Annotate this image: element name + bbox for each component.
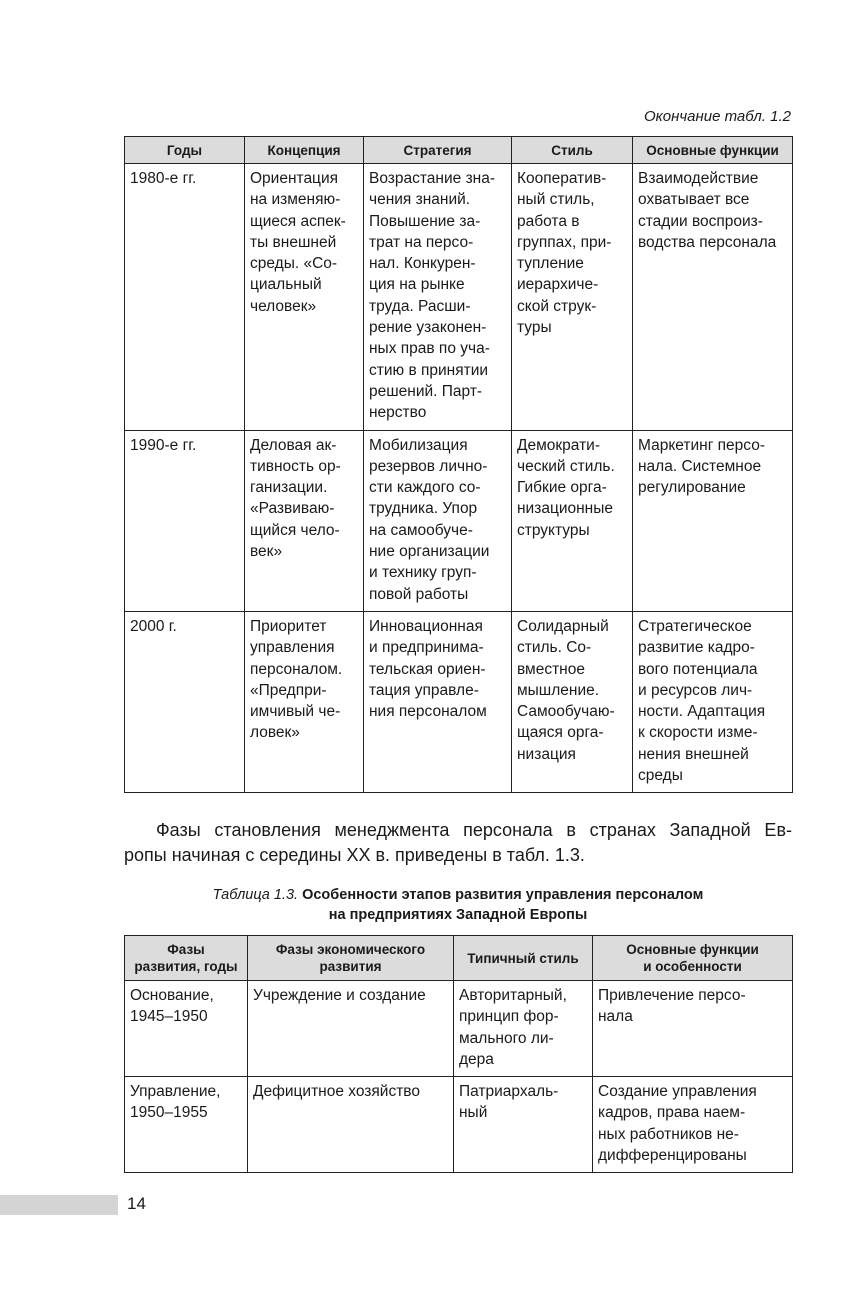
cell-line: ция на рынке bbox=[369, 276, 465, 294]
table-row bbox=[125, 1077, 793, 1173]
cell-functions bbox=[633, 164, 793, 431]
caption-title: на предприятиях Западной Европы bbox=[328, 907, 588, 923]
cell-line: ных работников не- bbox=[598, 1125, 739, 1143]
cell-line: Стратегическое bbox=[638, 617, 752, 635]
cell-line: и ресурсов лич- bbox=[638, 681, 753, 699]
cell-line: нала. Системное bbox=[638, 457, 762, 475]
caption-label: Таблица 1.3. bbox=[212, 887, 299, 903]
cell-line: Управление, bbox=[130, 1083, 221, 1101]
cell-line: Ориентация bbox=[250, 170, 338, 187]
cell-line: Дефицитное хозяйство bbox=[253, 1083, 420, 1101]
cell-line: Мобилизация bbox=[369, 436, 468, 454]
cell-line: Фазы экономического bbox=[275, 942, 426, 957]
cell-line: 1945–1950 bbox=[130, 1008, 208, 1026]
cell-style bbox=[512, 164, 633, 431]
cell-line: Авторитарный, bbox=[459, 987, 567, 1004]
cell-line: рение узаконен- bbox=[369, 319, 487, 337]
cell-line: Гибкие орга- bbox=[517, 479, 607, 497]
cell-line: ние организации bbox=[369, 543, 490, 561]
cell-line: ных прав по уча- bbox=[369, 340, 490, 358]
cell-line: мышление. bbox=[517, 681, 600, 699]
table-row bbox=[125, 164, 793, 431]
cell-functions bbox=[633, 430, 793, 611]
cell-line: Демократи- bbox=[517, 436, 600, 454]
cell-line: водства персонала bbox=[638, 233, 777, 251]
cell-line: ния персоналом bbox=[369, 703, 487, 721]
paragraph-line: ропы начиная с середины XX в. приведены в табл. 1.3. bbox=[124, 845, 585, 865]
cell-line: среды. «Со- bbox=[250, 255, 338, 273]
cell-line: нерство bbox=[369, 404, 427, 422]
cell-line: Привлечение персо- bbox=[598, 987, 746, 1004]
header-style bbox=[454, 936, 593, 981]
cell-line: «Развиваю- bbox=[250, 500, 335, 518]
cell-line: работа в bbox=[517, 212, 580, 230]
cell-line: Основание, bbox=[130, 987, 214, 1004]
cell-line: развитие кадро- bbox=[638, 639, 755, 657]
cell-line: резервов лично- bbox=[369, 457, 488, 475]
cell-line: тация управле- bbox=[369, 681, 479, 699]
cell-line: тельская ориен- bbox=[369, 660, 486, 678]
cell-line: «Предпри- bbox=[250, 681, 327, 699]
cell-line: повой работы bbox=[369, 585, 469, 603]
cell-line: имчивый че- bbox=[250, 703, 341, 721]
cell-line: Повышение за- bbox=[369, 212, 481, 230]
cell-years: 2000 г. bbox=[125, 611, 245, 792]
cell-line: нал. Конкурен- bbox=[369, 255, 476, 273]
cell-line: к скорости изме- bbox=[638, 724, 758, 742]
cell-line: ности. Адаптация bbox=[638, 703, 766, 721]
cell-line: и технику груп- bbox=[369, 564, 477, 582]
cell-line: трудника. Упор bbox=[369, 500, 478, 518]
cell-line: ской струк- bbox=[517, 297, 597, 315]
cell-line: Фазы bbox=[167, 942, 205, 957]
body-paragraph bbox=[124, 818, 792, 868]
cell-concept bbox=[245, 430, 364, 611]
cell-line: ловек» bbox=[250, 724, 300, 742]
cell-line: на изменяю- bbox=[250, 191, 341, 209]
header-years: Годы bbox=[125, 137, 245, 164]
header-style: Стиль bbox=[512, 137, 633, 164]
cell-line: щаяся орга- bbox=[517, 724, 604, 742]
cell-line: человек» bbox=[250, 297, 317, 315]
cell-line: среды bbox=[638, 767, 683, 785]
cell-line: Взаимодействие bbox=[638, 170, 759, 187]
cell-line: и особенности bbox=[643, 959, 742, 974]
cell-strategy bbox=[364, 611, 512, 792]
table-header-row bbox=[125, 137, 793, 164]
cell-line: туры bbox=[517, 319, 552, 337]
cell-line: ты внешней bbox=[250, 233, 337, 251]
cell-line: ный bbox=[459, 1104, 488, 1122]
table-row bbox=[125, 981, 793, 1077]
cell-line: стию в принятии bbox=[369, 361, 489, 379]
cell-line: 1950–1955 bbox=[130, 1104, 208, 1122]
cell-functions bbox=[633, 611, 793, 792]
cell-line: нала bbox=[598, 1008, 633, 1026]
cell-years: 1980-е гг. bbox=[125, 164, 245, 431]
page-number: 14 bbox=[127, 1194, 146, 1213]
cell-line: Основные функции bbox=[626, 942, 759, 957]
cell-line: иерархиче- bbox=[517, 276, 599, 294]
table-row bbox=[125, 611, 793, 792]
header-functions: Основные функции bbox=[633, 137, 793, 164]
cell-line: Инновационная bbox=[369, 617, 483, 635]
cell-line: развития, годы bbox=[134, 959, 238, 974]
table-1-2 bbox=[124, 136, 793, 793]
cell-line: Патриархаль- bbox=[459, 1083, 559, 1101]
cell-concept bbox=[245, 611, 364, 792]
cell-line: Самообучаю- bbox=[517, 703, 615, 721]
cell-line: на самообуче- bbox=[369, 521, 473, 539]
cell-line: структуры bbox=[517, 521, 590, 539]
cell-line: мального ли- bbox=[459, 1029, 554, 1047]
cell-style bbox=[454, 981, 593, 1077]
cell-line: Маркетинг персо- bbox=[638, 436, 766, 454]
cell-line: тивность ор- bbox=[250, 457, 341, 475]
cell-functions bbox=[593, 981, 793, 1077]
header-strategy: Стратегия bbox=[364, 137, 512, 164]
cell-functions bbox=[593, 1077, 793, 1173]
table-1-3 bbox=[124, 935, 793, 1173]
cell-style bbox=[512, 611, 633, 792]
cell-line: Деловая ак- bbox=[250, 436, 337, 454]
cell-line: охватывает все bbox=[638, 191, 750, 209]
cell-line: щиеся аспек- bbox=[250, 212, 346, 230]
header-functions bbox=[593, 936, 793, 981]
table-row bbox=[125, 430, 793, 611]
table-continuation-label: Окончание табл. 1.2 bbox=[644, 108, 791, 125]
cell-strategy bbox=[364, 430, 512, 611]
cell-strategy bbox=[364, 164, 512, 431]
caption-title: Особенности этапов развития управления персоналом bbox=[302, 887, 704, 903]
cell-line: кадров, права наем- bbox=[598, 1104, 746, 1122]
header-economic bbox=[248, 936, 454, 981]
cell-line: стиль. Со- bbox=[517, 639, 592, 657]
cell-line: ный стиль, bbox=[517, 191, 595, 209]
cell-phase bbox=[125, 1077, 248, 1173]
cell-line: труда. Расши- bbox=[369, 297, 471, 315]
cell-economic bbox=[248, 981, 454, 1077]
cell-line: принцип фор- bbox=[459, 1008, 559, 1026]
cell-line: нения внешней bbox=[638, 745, 749, 763]
cell-line: тупление bbox=[517, 255, 584, 273]
cell-phase bbox=[125, 981, 248, 1077]
cell-line: и предпринима- bbox=[369, 639, 484, 657]
cell-line: Кооператив- bbox=[517, 170, 607, 187]
cell-years: 1990-е гг. bbox=[125, 430, 245, 611]
cell-style bbox=[454, 1077, 593, 1173]
cell-line: Типичный стиль bbox=[467, 950, 579, 966]
cell-line: чения знаний. bbox=[369, 191, 471, 209]
cell-line: управления bbox=[250, 639, 335, 657]
cell-economic bbox=[248, 1077, 454, 1173]
cell-line: группах, при- bbox=[517, 233, 612, 251]
cell-line: решений. Парт- bbox=[369, 382, 483, 400]
cell-line: век» bbox=[250, 543, 283, 561]
cell-line: вместное bbox=[517, 660, 585, 678]
cell-line: стадии воспроиз- bbox=[638, 212, 763, 230]
cell-line: ганизации. bbox=[250, 479, 328, 497]
cell-line: дифференцированы bbox=[598, 1147, 747, 1165]
cell-line: регулирование bbox=[638, 479, 746, 497]
cell-line: циальный bbox=[250, 276, 322, 294]
cell-line: щийся чело- bbox=[250, 521, 340, 539]
cell-line: ческий стиль. bbox=[517, 457, 615, 475]
cell-concept bbox=[245, 164, 364, 431]
cell-line: трат на персо- bbox=[369, 233, 474, 251]
cell-line: Приоритет bbox=[250, 617, 327, 635]
cell-line: персоналом. bbox=[250, 660, 343, 678]
cell-line: низация bbox=[517, 745, 576, 763]
cell-style bbox=[512, 430, 633, 611]
cell-line: вого потенциала bbox=[638, 660, 758, 678]
cell-line: развития bbox=[319, 959, 382, 974]
header-phase bbox=[125, 936, 248, 981]
cell-line: дера bbox=[459, 1050, 494, 1068]
header-concept: Концепция bbox=[245, 137, 364, 164]
cell-line: Создание управления bbox=[598, 1083, 757, 1101]
cell-line: Возрастание зна- bbox=[369, 170, 496, 187]
table-caption bbox=[124, 885, 792, 925]
cell-line: Солидарный bbox=[517, 617, 609, 635]
table-header-row bbox=[125, 936, 793, 981]
footer-bar bbox=[0, 1195, 118, 1215]
paragraph-line: Фазы становления менеджмента персонала в странах Западной Ев- bbox=[156, 820, 792, 840]
cell-line: сти каждого со- bbox=[369, 479, 481, 497]
cell-line: Учреждение и создание bbox=[253, 987, 426, 1004]
cell-line: низационные bbox=[517, 500, 613, 518]
